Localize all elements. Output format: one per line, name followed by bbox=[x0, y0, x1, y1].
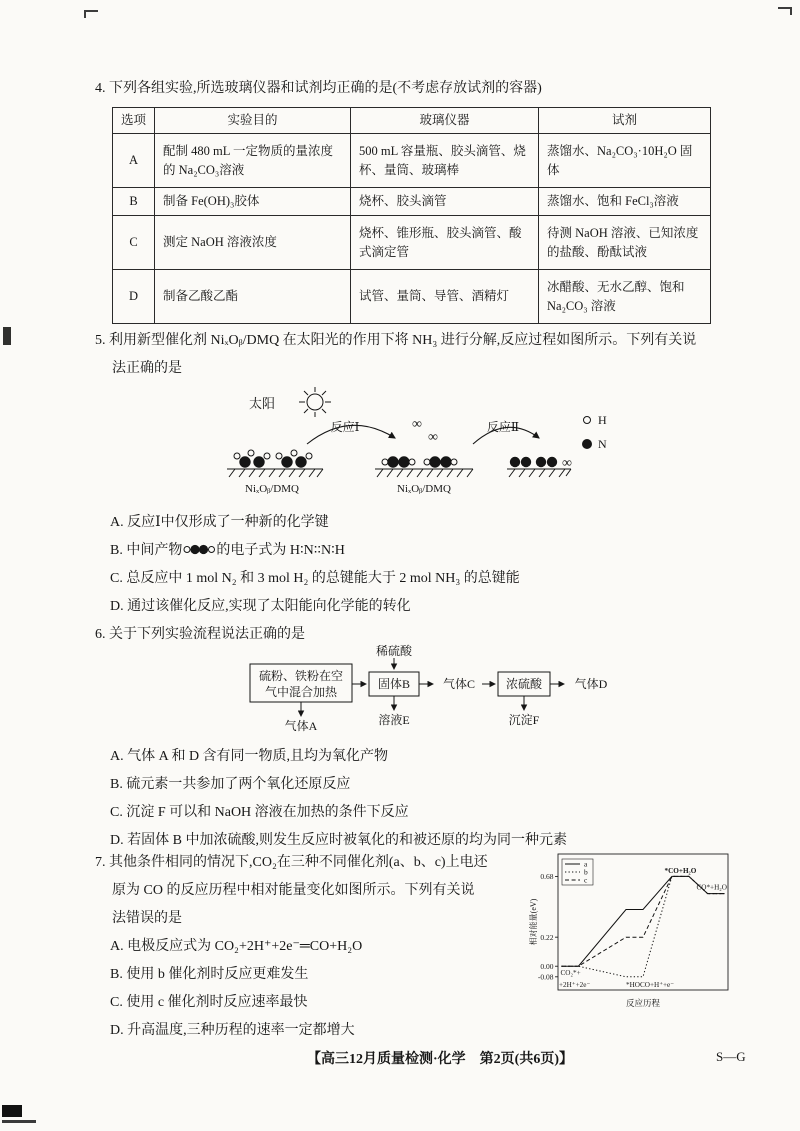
q6-stem: 6. 关于下列实验流程说法正确的是 bbox=[95, 627, 305, 642]
scan-crop-mark-top-right bbox=[778, 7, 792, 15]
q4-header-purpose: 实验目的 bbox=[155, 108, 351, 134]
q4-row-c bbox=[113, 216, 711, 270]
svg-text:-0.08: -0.08 bbox=[537, 972, 554, 982]
svg-text:CO₂*+: CO₂*+ bbox=[560, 969, 581, 978]
q4-row-a bbox=[113, 134, 711, 188]
svg-text:*CO+H₂O: *CO+H₂O bbox=[664, 866, 697, 875]
page-footer: 【高三12月质量检测·化学 第2页(共6页)】 bbox=[307, 1052, 573, 1067]
scan-barcode-line bbox=[2, 1120, 36, 1123]
q4-cell-glassware: 500 mL 容量瓶、胶头滴管、烧杯、量筒、玻璃棒 bbox=[351, 134, 539, 188]
q4-cell-reagents: 蒸馏水、饱和 FeCl₃溶液 bbox=[539, 188, 711, 216]
q4-cell-option: D bbox=[113, 270, 155, 324]
ground-hatch-2 bbox=[375, 469, 473, 477]
intermediate-molecule-icon bbox=[182, 543, 216, 556]
q6-option-a: A. 气体 A 和 D 含有同一物质,且均为氧化产物 bbox=[110, 749, 389, 764]
q5-option-b-pre: B. 中间产物 bbox=[110, 543, 183, 558]
q7-option-b: B. 使用 b 催化剂时反应更难发生 bbox=[110, 967, 309, 982]
flow-concacid-label: 浓硫酸 bbox=[505, 677, 543, 691]
flow-gasc-label: 气体C bbox=[442, 677, 476, 691]
flow-solidb-label: 固体B bbox=[377, 677, 411, 691]
q7-option-c: C. 使用 c 催化剂时反应速率最快 bbox=[110, 995, 308, 1010]
flow-solutione-label: 溶液E bbox=[378, 713, 410, 727]
q4-cell-reagents: 蒸馏水、Na₂CO₃·10H₂O 固体 bbox=[539, 134, 711, 188]
n-atom-icon bbox=[582, 439, 592, 449]
svg-text:b: b bbox=[584, 867, 588, 877]
q4-row-d bbox=[113, 270, 711, 324]
sun-icon bbox=[299, 387, 331, 417]
q7-stem-line2: 原为 CO 的反应历程中相对能量变化如图所示。下列有关说 bbox=[112, 883, 475, 898]
q5-option-b-post: 的电子式为 H∶N∶∶N∶H bbox=[216, 543, 345, 558]
q6-option-c: C. 沉淀 F 可以和 NaOH 溶液在加热的条件下反应 bbox=[110, 805, 409, 820]
catalyst-label-1: NiₓOᵦ/DMQ bbox=[245, 483, 299, 495]
q7-stem-line1: 7. 其他条件相同的情况下,CO₂在三种不同催化剂(a、b、c)上电还 bbox=[95, 855, 488, 870]
adsorbed-nh3-molecules bbox=[234, 450, 312, 467]
q5-reaction-diagram bbox=[215, 384, 635, 506]
product-n2-molecules bbox=[510, 457, 557, 467]
svg-text:+2H⁺+2e⁻: +2H⁺+2e⁻ bbox=[559, 981, 591, 989]
flow-dilute-acid-label: 稀硫酸 bbox=[375, 644, 413, 658]
q6-flow-diagram bbox=[248, 642, 668, 742]
q4-stem: 4. 下列各组实验,所选玻璃仪器和试剂均正确的是(不考虑存放试剂的容器) bbox=[95, 81, 542, 96]
h-atom-icon bbox=[584, 417, 591, 424]
energy-profile-chart bbox=[528, 850, 733, 1012]
svg-text:0.68: 0.68 bbox=[540, 872, 554, 882]
q4-header-option: 选项 bbox=[113, 108, 155, 134]
svg-text:0.22: 0.22 bbox=[540, 932, 554, 942]
q5-option-c: C. 总反应中 1 mol N₂ 和 3 mol H₂ 的总键能大于 2 mol NH₃ 的总键能 bbox=[110, 571, 520, 586]
q4-cell-reagents: 冰醋酸、无水乙醇、饱和 Na₂CO₃ 溶液 bbox=[539, 270, 711, 324]
svg-text:相对能量(eV): 相对能量(eV) bbox=[529, 898, 538, 946]
scan-barcode-mark bbox=[2, 1105, 22, 1117]
q4-row-b bbox=[113, 188, 711, 216]
q5-stem-line2: 法正确的是 bbox=[112, 361, 182, 376]
q4-table-header-row bbox=[113, 108, 711, 134]
intermediate-molecules bbox=[382, 457, 457, 467]
q7-option-a: A. 电极反应式为 CO₂+2H⁺+2e⁻═CO+H₂O bbox=[110, 939, 363, 954]
sun-label: 太阳 bbox=[249, 396, 276, 411]
legend-n-label: N bbox=[598, 437, 607, 451]
reaction1-label: 反应Ⅰ bbox=[330, 420, 360, 434]
svg-text:c: c bbox=[584, 875, 588, 885]
q4-table bbox=[112, 107, 711, 324]
q5-atom-legend bbox=[582, 413, 607, 451]
q4-header-reagents: 试剂 bbox=[539, 108, 711, 134]
flow-box-heating-line2: 气中混合加热 bbox=[264, 685, 338, 699]
q4-cell-glassware: 试管、量筒、导管、酒精灯 bbox=[351, 270, 539, 324]
svg-text:0.00: 0.00 bbox=[540, 961, 554, 971]
flow-gasa-label: 气体A bbox=[284, 719, 318, 733]
q5-option-b bbox=[110, 542, 345, 561]
q4-cell-option: A bbox=[113, 134, 155, 188]
page-code: S—G bbox=[716, 1049, 746, 1064]
ground-hatch-1 bbox=[227, 469, 323, 477]
svg-text:*HOCO+H⁺+e⁻: *HOCO+H⁺+e⁻ bbox=[626, 981, 675, 989]
q5-stem-line1: 5. 利用新型催化剂 NiₓOᵦ/DMQ 在太阳光的作用下将 NH₃ 进行分解,反应过程如图所示。下列有关说 bbox=[95, 333, 697, 348]
h2-molecule-symbol-1: ∞ bbox=[412, 417, 422, 432]
q4-cell-purpose: 配制 480 mL 一定物质的量浓度的 Na₂CO₃溶液 bbox=[155, 134, 351, 188]
q4-cell-option: C bbox=[113, 216, 155, 270]
q4-cell-purpose: 测定 NaOH 溶液浓度 bbox=[155, 216, 351, 270]
q4-cell-glassware: 烧杯、锥形瓶、胶头滴管、酸式滴定管 bbox=[351, 216, 539, 270]
scan-crop-mark-top-left bbox=[84, 10, 98, 18]
flow-precipitatef-label: 沉淀F bbox=[508, 713, 540, 727]
svg-text:CO*+H₂O: CO*+H₂O bbox=[696, 883, 727, 892]
flow-box-heating-line1: 硫粉、铁粉在空 bbox=[258, 669, 344, 683]
reaction2-label: 反应Ⅱ bbox=[486, 420, 520, 434]
svg-text:a: a bbox=[584, 859, 588, 869]
q7-stem-line3: 法错误的是 bbox=[112, 911, 182, 926]
q4-header-glassware: 玻璃仪器 bbox=[351, 108, 539, 134]
q4-cell-purpose: 制备 Fe(OH)₃胶体 bbox=[155, 188, 351, 216]
q7-option-d: D. 升高温度,三种历程的速率一定都增大 bbox=[110, 1023, 355, 1038]
legend-h-label: H bbox=[598, 413, 607, 427]
q4-cell-option: B bbox=[113, 188, 155, 216]
q4-cell-glassware: 烧杯、胶头滴管 bbox=[351, 188, 539, 216]
flow-gasd-label: 气体D bbox=[574, 677, 608, 691]
q5-option-a: A. 反应Ⅰ中仅形成了一种新的化学键 bbox=[110, 515, 329, 530]
h2-molecule-symbol-2: ∞ bbox=[428, 430, 438, 445]
q6-option-b: B. 硫元素一共参加了两个氧化还原反应 bbox=[110, 777, 351, 792]
scan-stamp-left-edge bbox=[3, 327, 11, 345]
svg-text:反应历程: 反应历程 bbox=[625, 998, 661, 1008]
q5-option-d: D. 通过该催化反应,实现了太阳能向化学能的转化 bbox=[110, 599, 411, 614]
q4-cell-purpose: 制备乙酸乙酯 bbox=[155, 270, 351, 324]
q4-cell-reagents: 待测 NaOH 溶液、已知浓度的盐酸、酚酞试液 bbox=[539, 216, 711, 270]
h2-molecule-symbol-3: ∞ bbox=[562, 456, 572, 471]
q6-option-d: D. 若固体 B 中加浓硫酸,则发生反应时被氧化的和被还原的均为同一种元素 bbox=[110, 833, 567, 848]
catalyst-label-2: NiₓOᵦ/DMQ bbox=[397, 483, 451, 495]
